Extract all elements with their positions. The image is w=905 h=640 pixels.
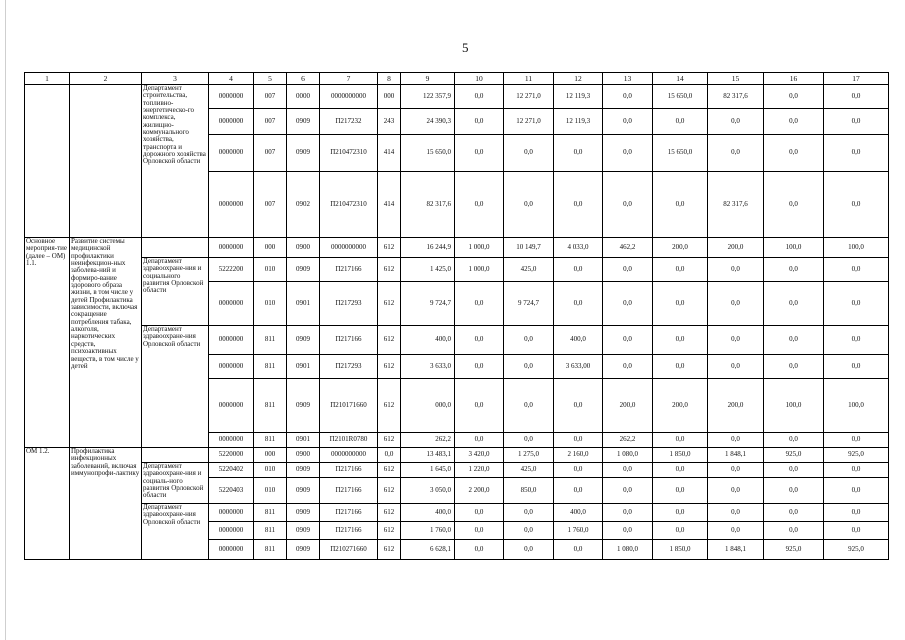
code-cell-c5: 007: [254, 172, 287, 238]
responsible-executor-cell: Департамент здравоохране-ния и социаль-ного развития Орловской области: [142, 463, 209, 504]
measure-code-cell: Основное мероприя-тие (далее – ОМ) 1.1.: [25, 238, 70, 448]
amount-cell: 0,0: [554, 258, 603, 282]
code-cell-c8: 612: [378, 326, 401, 355]
amount-cell: 0,0: [708, 109, 764, 135]
amount-cell: 3 050,0: [401, 478, 455, 504]
amount-cell: 0,0: [764, 135, 824, 172]
header-cell: 5: [254, 73, 287, 85]
code-cell-c8: 0,0: [378, 448, 401, 463]
amount-cell: 1 645,0: [401, 463, 455, 478]
header-cell: 3: [142, 73, 209, 85]
code-cell-c7: П217232: [320, 109, 378, 135]
code-cell-c6: 0900: [287, 238, 320, 258]
amount-cell: 0,0: [554, 433, 603, 448]
amount-cell: 3 633,0: [401, 355, 455, 379]
amount-cell: 0,0: [603, 326, 653, 355]
amount-cell: 0,0: [455, 282, 504, 326]
amount-cell: 425,0: [504, 258, 554, 282]
code-cell-c7: П217166: [320, 478, 378, 504]
header-cell: 16: [764, 73, 824, 85]
header-cell: 8: [378, 73, 401, 85]
table-row: [25, 448, 889, 463]
code-cell-c5: 811: [254, 326, 287, 355]
amount-cell: 122 357,9: [401, 85, 455, 109]
table-row: [25, 85, 889, 109]
code-cell-c7: 0000000000: [320, 85, 378, 109]
amount-cell: 0,0: [603, 463, 653, 478]
budget-table: [24, 72, 889, 560]
amount-cell: 0,0: [455, 326, 504, 355]
amount-cell: 0,0: [603, 282, 653, 326]
code-cell-c8: 000: [378, 85, 401, 109]
amount-cell: 4 033,0: [554, 238, 603, 258]
code-cell-c7: 0000000000: [320, 448, 378, 463]
header-cell: 13: [603, 73, 653, 85]
amount-cell: 2 160,0: [554, 448, 603, 463]
amount-cell: 1 848,1: [708, 448, 764, 463]
amount-cell: 0,0: [455, 504, 504, 522]
code-cell-c7: П217166: [320, 463, 378, 478]
code-cell-c5: 010: [254, 282, 287, 326]
header-cell: 17: [824, 73, 889, 85]
code-cell-c5: 007: [254, 85, 287, 109]
amount-cell: 1 848,1: [708, 540, 764, 560]
amount-cell: 0,0: [653, 463, 708, 478]
code-cell-c5: 010: [254, 463, 287, 478]
amount-cell: 400,0: [554, 326, 603, 355]
code-cell-c6: 0909: [287, 540, 320, 560]
page-number: 5: [462, 40, 469, 55]
amount-cell: 15 650,0: [401, 135, 455, 172]
amount-cell: 82 317,6: [708, 172, 764, 238]
amount-cell: 000,0: [401, 379, 455, 433]
amount-cell: 200,0: [708, 238, 764, 258]
amount-cell: 0,0: [455, 172, 504, 238]
header-cell: 10: [455, 73, 504, 85]
amount-cell: 100,0: [824, 379, 889, 433]
amount-cell: 0,0: [824, 258, 889, 282]
amount-cell: 0,0: [455, 540, 504, 560]
code-cell-c6: 0901: [287, 433, 320, 448]
code-cell-c7: П217166: [320, 504, 378, 522]
amount-cell: 0,0: [554, 540, 603, 560]
code-cell-c6: 0909: [287, 258, 320, 282]
amount-cell: 2 200,0: [455, 478, 504, 504]
code-cell-c8: 414: [378, 172, 401, 238]
amount-cell: 24 390,3: [401, 109, 455, 135]
amount-cell: 0,0: [708, 135, 764, 172]
code-cell-c5: 007: [254, 135, 287, 172]
code-cell-c4: 0000000: [209, 238, 254, 258]
code-cell-c6: 0900: [287, 448, 320, 463]
code-cell-c7: П217293: [320, 355, 378, 379]
amount-cell: 1 425,0: [401, 258, 455, 282]
amount-cell: 0,0: [764, 522, 824, 540]
header-cell: 11: [504, 73, 554, 85]
amount-cell: 0,0: [824, 109, 889, 135]
responsible-executor-cell: Департамент здравоохране-ния и социального развития Орловской области: [142, 258, 209, 326]
responsible-executor-cell: [142, 448, 209, 463]
measure-code-cell: ОМ 1.2.: [25, 448, 70, 560]
amount-cell: 0,0: [603, 504, 653, 522]
code-cell-c7: П217166: [320, 326, 378, 355]
table-row: [25, 258, 889, 282]
code-cell-c4: 0000000: [209, 172, 254, 238]
code-cell-c6: 0902: [287, 172, 320, 238]
code-cell-c7: П210472310: [320, 172, 378, 238]
amount-cell: 400,0: [401, 326, 455, 355]
responsible-executor-cell: [142, 238, 209, 258]
amount-cell: 0,0: [764, 326, 824, 355]
code-cell-c6: 0909: [287, 504, 320, 522]
amount-cell: 100,0: [764, 238, 824, 258]
amount-cell: 0,0: [708, 522, 764, 540]
amount-cell: 0,0: [455, 109, 504, 135]
code-cell-c8: 612: [378, 504, 401, 522]
amount-cell: 925,0: [764, 448, 824, 463]
code-cell-c8: 612: [378, 478, 401, 504]
amount-cell: 1 850,0: [653, 448, 708, 463]
code-cell-c8: 612: [378, 282, 401, 326]
header-row: [25, 73, 889, 85]
code-cell-c4: 0000000: [209, 504, 254, 522]
amount-cell: 200,0: [653, 379, 708, 433]
scan-edge: [5, 0, 6, 640]
amount-cell: 0,0: [455, 85, 504, 109]
amount-cell: 13 483,1: [401, 448, 455, 463]
code-cell-c6: 0909: [287, 478, 320, 504]
code-cell-c4: 0000000: [209, 355, 254, 379]
amount-cell: 1 000,0: [455, 238, 504, 258]
amount-cell: 0,0: [554, 478, 603, 504]
amount-cell: 12 119,3: [554, 109, 603, 135]
code-cell-c8: 612: [378, 540, 401, 560]
code-cell-c8: 612: [378, 238, 401, 258]
amount-cell: 0,0: [554, 379, 603, 433]
amount-cell: 925,0: [824, 448, 889, 463]
amount-cell: 0,0: [504, 355, 554, 379]
code-cell-c5: 007: [254, 109, 287, 135]
header-cell: 1: [25, 73, 70, 85]
amount-cell: 0,0: [824, 135, 889, 172]
amount-cell: 0,0: [455, 522, 504, 540]
amount-cell: 1 080,0: [603, 448, 653, 463]
header-cell: 9: [401, 73, 455, 85]
amount-cell: 15 650,0: [653, 85, 708, 109]
amount-cell: 0,0: [824, 326, 889, 355]
amount-cell: 200,0: [653, 238, 708, 258]
amount-cell: 0,0: [708, 478, 764, 504]
amount-cell: 0,0: [603, 135, 653, 172]
amount-cell: 10 149,7: [504, 238, 554, 258]
code-cell-c8: 243: [378, 109, 401, 135]
amount-cell: 200,0: [708, 379, 764, 433]
amount-cell: 3 420,0: [455, 448, 504, 463]
header-cell: 12: [554, 73, 603, 85]
header-cell: 4: [209, 73, 254, 85]
amount-cell: 0,0: [708, 355, 764, 379]
amount-cell: 0,0: [504, 522, 554, 540]
amount-cell: 0,0: [653, 355, 708, 379]
amount-cell: 0,0: [653, 109, 708, 135]
amount-cell: 0,0: [764, 85, 824, 109]
code-cell-c8: 612: [378, 258, 401, 282]
amount-cell: 850,0: [504, 478, 554, 504]
amount-cell: 0,0: [708, 504, 764, 522]
amount-cell: 1 080,0: [603, 540, 653, 560]
amount-cell: 0,0: [603, 355, 653, 379]
amount-cell: 16 244,9: [401, 238, 455, 258]
code-cell-c6: 0909: [287, 463, 320, 478]
header-cell: 6: [287, 73, 320, 85]
amount-cell: 0,0: [504, 379, 554, 433]
amount-cell: 0,0: [824, 355, 889, 379]
header-cell: 7: [320, 73, 378, 85]
code-cell-c7: П210472310: [320, 135, 378, 172]
amount-cell: 0,0: [603, 85, 653, 109]
code-cell-c4: 0000000: [209, 540, 254, 560]
amount-cell: 82 317,6: [401, 172, 455, 238]
amount-cell: 0,0: [455, 355, 504, 379]
program-name-cell: [70, 85, 142, 238]
table-row: [25, 504, 889, 522]
amount-cell: 9 724,7: [401, 282, 455, 326]
amount-cell: 0,0: [653, 258, 708, 282]
amount-cell: 0,0: [653, 172, 708, 238]
code-cell-c5: 010: [254, 258, 287, 282]
amount-cell: 0,0: [764, 463, 824, 478]
code-cell-c6: 0901: [287, 355, 320, 379]
amount-cell: 1 760,0: [401, 522, 455, 540]
amount-cell: 82 317,6: [708, 85, 764, 109]
code-cell-c6: 0909: [287, 326, 320, 355]
header-cell: 14: [653, 73, 708, 85]
amount-cell: 12 119,3: [554, 85, 603, 109]
amount-cell: 0,0: [653, 433, 708, 448]
amount-cell: 0,0: [653, 282, 708, 326]
code-cell-c5: 000: [254, 238, 287, 258]
table-row: [25, 238, 889, 258]
code-cell-c4: 0000000: [209, 135, 254, 172]
code-cell-c5: 811: [254, 540, 287, 560]
code-cell-c8: 612: [378, 463, 401, 478]
amount-cell: 262,2: [401, 433, 455, 448]
amount-cell: 6 628,1: [401, 540, 455, 560]
code-cell-c7: П217166: [320, 258, 378, 282]
responsible-executor-cell: Департамент здравоохране-ния Орловской области: [142, 326, 209, 448]
amount-cell: 100,0: [824, 238, 889, 258]
amount-cell: 0,0: [603, 478, 653, 504]
code-cell-c4: 5222200: [209, 258, 254, 282]
amount-cell: 0,0: [764, 433, 824, 448]
header-cell: 15: [708, 73, 764, 85]
amount-cell: 925,0: [824, 540, 889, 560]
code-cell-c8: 414: [378, 135, 401, 172]
amount-cell: 0,0: [824, 172, 889, 238]
amount-cell: 0,0: [824, 282, 889, 326]
responsible-executor-cell: Департамент строительства, топливно-энергетическо-го комплекса, жилищно-коммунального хозяйства, транспорта и дорожного хозяйства Орловской области: [142, 85, 209, 238]
amount-cell: 0,0: [764, 478, 824, 504]
amount-cell: 0,0: [504, 326, 554, 355]
code-cell-c7: П2101R0780: [320, 433, 378, 448]
measure-name-cell: Профилактика инфекционных заболеваний, включая иммунопрофи-лактику: [70, 448, 142, 560]
amount-cell: 0,0: [603, 172, 653, 238]
amount-cell: 1 275,0: [504, 448, 554, 463]
code-cell-c6: 0000: [287, 85, 320, 109]
amount-cell: 0,0: [504, 135, 554, 172]
amount-cell: 400,0: [554, 504, 603, 522]
code-cell-c5: 811: [254, 433, 287, 448]
amount-cell: 0,0: [764, 109, 824, 135]
amount-cell: 0,0: [653, 504, 708, 522]
amount-cell: 0,0: [554, 282, 603, 326]
code-cell-c4: 0000000: [209, 85, 254, 109]
amount-cell: 0,0: [554, 463, 603, 478]
code-cell-c4: 0000000: [209, 282, 254, 326]
amount-cell: 0,0: [824, 522, 889, 540]
amount-cell: 0,0: [708, 326, 764, 355]
amount-cell: 0,0: [824, 85, 889, 109]
measure-name-cell: Развитие системы медицинской профилактики неинфекцион-ных заболева-ний и формиро-вание здорового образа жизни, в том числе у детей Профилактика зависимости, включая сокращение потребления табака, алкоголя, наркотических средств, психоактивных веществ, в том числе у детей: [70, 238, 142, 448]
code-cell-c6: 0909: [287, 109, 320, 135]
code-cell-c5: 000: [254, 448, 287, 463]
code-cell-c5: 811: [254, 379, 287, 433]
header-cell: 2: [70, 73, 142, 85]
code-cell-c7: П217166: [320, 522, 378, 540]
code-cell-c5: 811: [254, 355, 287, 379]
code-cell-c8: 612: [378, 522, 401, 540]
amount-cell: 1 760,0: [554, 522, 603, 540]
code-cell-c7: П217293: [320, 282, 378, 326]
amount-cell: 0,0: [824, 433, 889, 448]
amount-cell: 0,0: [653, 326, 708, 355]
code-cell-c4: 5220402: [209, 463, 254, 478]
amount-cell: 0,0: [603, 258, 653, 282]
code-cell-c8: 612: [378, 355, 401, 379]
amount-cell: 12 271,0: [504, 109, 554, 135]
code-cell-c7: П210271660: [320, 540, 378, 560]
amount-cell: 1 000,0: [455, 258, 504, 282]
code-cell-c5: 010: [254, 478, 287, 504]
amount-cell: 425,0: [504, 463, 554, 478]
amount-cell: 0,0: [764, 355, 824, 379]
amount-cell: 0,0: [554, 135, 603, 172]
amount-cell: 0,0: [764, 172, 824, 238]
code-cell-c7: 0000000000: [320, 238, 378, 258]
amount-cell: 1 220,0: [455, 463, 504, 478]
code-cell-c8: 612: [378, 433, 401, 448]
amount-cell: 0,0: [708, 282, 764, 326]
code-cell-c4: 5220403: [209, 478, 254, 504]
amount-cell: 0,0: [824, 463, 889, 478]
code-cell-c6: 0901: [287, 282, 320, 326]
code-cell-c4: 0000000: [209, 326, 254, 355]
amount-cell: 3 633,00: [554, 355, 603, 379]
code-cell-c4: 0000000: [209, 433, 254, 448]
code-cell-c4: 0000000: [209, 522, 254, 540]
amount-cell: 100,0: [764, 379, 824, 433]
amount-cell: 1 850,0: [653, 540, 708, 560]
amount-cell: 462,2: [603, 238, 653, 258]
code-cell-c6: 0909: [287, 522, 320, 540]
amount-cell: 0,0: [708, 258, 764, 282]
amount-cell: 0,0: [455, 433, 504, 448]
amount-cell: 200,0: [603, 379, 653, 433]
amount-cell: 0,0: [653, 522, 708, 540]
program-code-cell: [25, 85, 70, 238]
amount-cell: 0,0: [764, 258, 824, 282]
code-cell-c6: 0909: [287, 135, 320, 172]
amount-cell: 0,0: [603, 522, 653, 540]
amount-cell: 0,0: [764, 282, 824, 326]
code-cell-c4: 5220000: [209, 448, 254, 463]
table-row: [25, 326, 889, 355]
amount-cell: 0,0: [824, 478, 889, 504]
code-cell-c5: 811: [254, 522, 287, 540]
amount-cell: 0,0: [708, 463, 764, 478]
amount-cell: 262,2: [603, 433, 653, 448]
code-cell-c8: 612: [378, 379, 401, 433]
table-row: [25, 463, 889, 478]
amount-cell: 925,0: [764, 540, 824, 560]
amount-cell: 0,0: [455, 135, 504, 172]
amount-cell: 12 271,0: [504, 85, 554, 109]
amount-cell: 0,0: [764, 504, 824, 522]
amount-cell: 0,0: [504, 172, 554, 238]
responsible-executor-cell: Департамент здравоохране-ния Орловской области: [142, 504, 209, 560]
amount-cell: 0,0: [504, 433, 554, 448]
amount-cell: 0,0: [554, 172, 603, 238]
code-cell-c6: 0909: [287, 379, 320, 433]
code-cell-c7: П210171660: [320, 379, 378, 433]
code-cell-c4: 0000000: [209, 379, 254, 433]
amount-cell: 15 650,0: [653, 135, 708, 172]
amount-cell: 400,0: [401, 504, 455, 522]
code-cell-c5: 811: [254, 504, 287, 522]
amount-cell: 0,0: [708, 433, 764, 448]
amount-cell: 0,0: [824, 504, 889, 522]
amount-cell: 0,0: [504, 540, 554, 560]
amount-cell: 0,0: [603, 109, 653, 135]
amount-cell: 9 724,7: [504, 282, 554, 326]
code-cell-c4: 0000000: [209, 109, 254, 135]
amount-cell: 0,0: [653, 478, 708, 504]
amount-cell: 0,0: [504, 504, 554, 522]
amount-cell: 0,0: [455, 379, 504, 433]
